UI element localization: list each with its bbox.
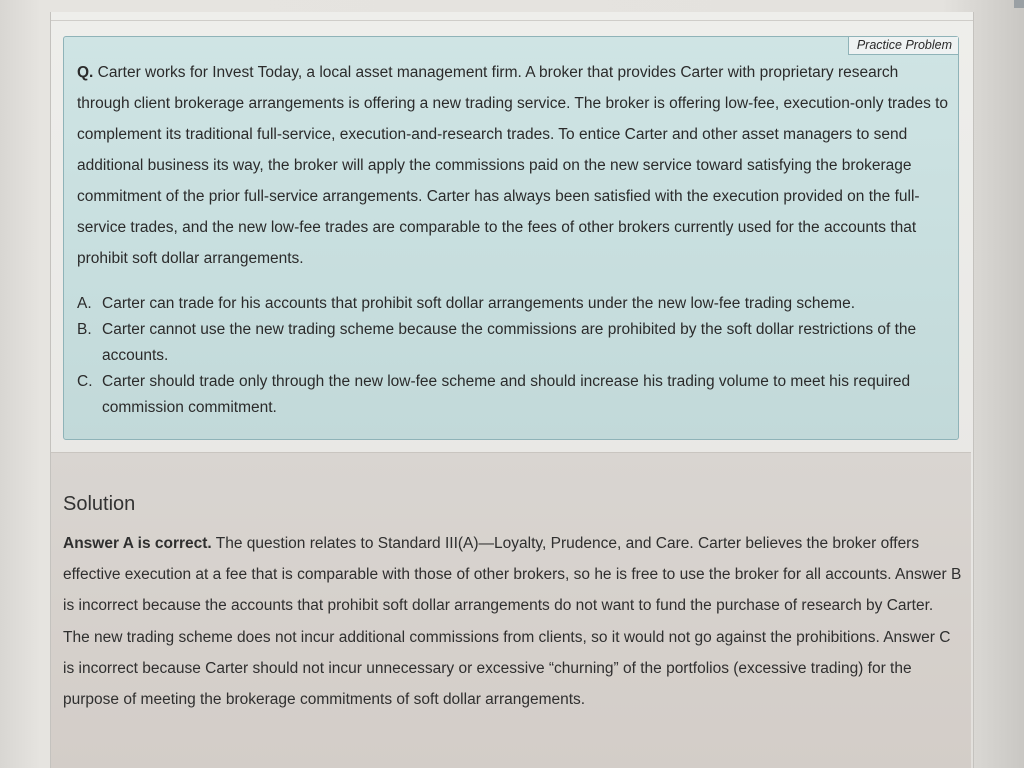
option-text: Carter cannot use the new trading scheme because the commissions are prohibited by the soft dollar restrictions of the accounts. — [102, 321, 917, 364]
option-letter: B. — [77, 321, 92, 338]
practice-problem-tag: Practice Problem — [848, 37, 958, 55]
option-c — [77, 369, 949, 421]
solution-paragraph — [63, 528, 963, 715]
option-text: Carter should trade only through the new low-fee scheme and should increase his trading volume to meet his required commission commitment. — [102, 373, 911, 416]
solution-section — [51, 452, 971, 768]
question-label: Q. — [77, 64, 94, 81]
option-letter: A. — [77, 295, 92, 312]
question-paragraph — [77, 57, 949, 274]
corner-scroll-mark — [1014, 0, 1024, 8]
option-a — [77, 291, 949, 317]
answer-explanation: The question relates to Standard III(A)—Loyalty, Prudence, and Care. Carter believes the broker offers effective execution at a fee that is comparable with those of other brokers, so he is free to use the broker for all accounts. Answer B is incorrect because the accounts that prohibit soft dollar arrangements do not want to fund the purchase of research by Carter. The new trading scheme does not incur additional commissions from clients, so it would not go against the prohibitions. Answer C is incorrect because Carter should not incur unnecessary or excessive “churning” of the portfolios (excessive trading) for the purpose of meeting the brokerage commitments of soft dollar arrangements. — [63, 535, 962, 709]
document-page — [50, 12, 974, 768]
solution-heading: Solution — [63, 493, 136, 515]
answer-options — [77, 291, 949, 421]
practice-problem-box — [63, 36, 959, 440]
answer-lead: Answer A is correct. — [63, 535, 212, 552]
top-divider — [51, 20, 973, 21]
option-text: Carter can trade for his accounts that prohibit soft dollar arrangements under the new low-fee trading scheme. — [102, 295, 856, 312]
option-letter: C. — [77, 373, 93, 390]
option-b — [77, 317, 949, 369]
question-text: Carter works for Invest Today, a local asset management firm. A broker that provides Carter with proprietary research through client brokerage arrangements is offering a new trading service. The broker is offering low-fee, execution-only trades to complement its traditional full-service, execution-and-research trades. To entice Carter and other asset managers to send additional business its way, the broker will apply the commissions paid on the new service toward satisfying the brokerage commitment of the prior full-service arrangements. Carter has always been satisfied with the execution provided on the full-service trades, and the new low-fee trades are comparable to the fees of other brokers currently used for the accounts that prohibit soft dollar arrangements. — [77, 64, 949, 267]
